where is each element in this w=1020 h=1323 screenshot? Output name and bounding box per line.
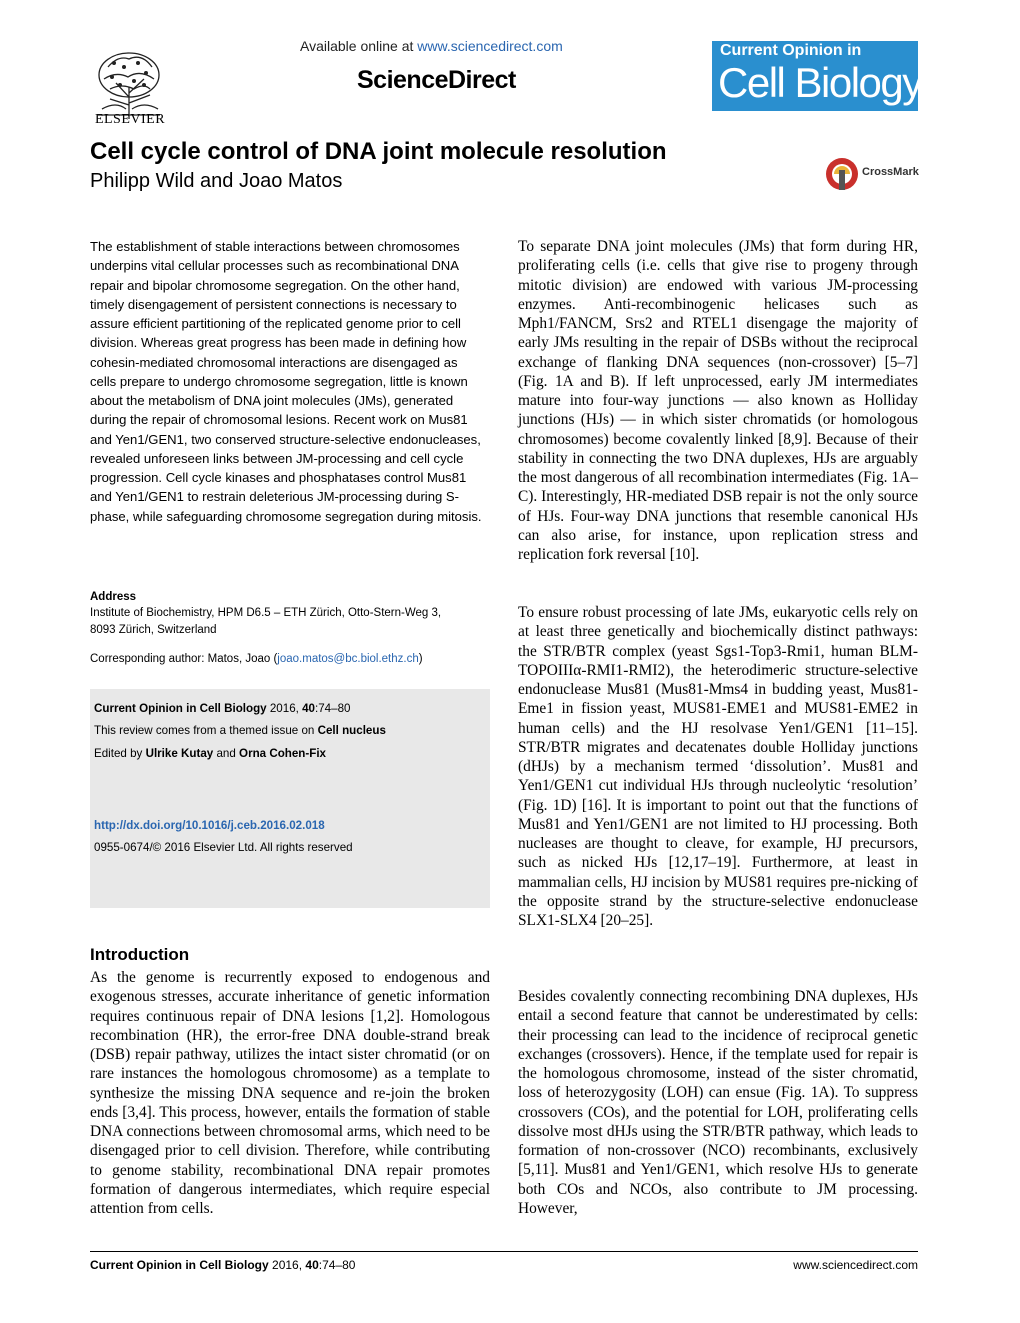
info-edited-by: Edited by [94, 747, 143, 760]
info-volume: 40 [302, 702, 316, 715]
info-editors [94, 747, 326, 760]
info-editor-2: Orna Cohen-Fix [239, 747, 327, 760]
address-line-2: 8093 Zürich, Switzerland [90, 624, 217, 636]
info-theme-prefix: This review comes from a themed issue on [94, 724, 315, 737]
footer-year: 2016, [272, 1258, 303, 1272]
info-theme [94, 724, 386, 737]
info-copyright: 0955-0674/© 2016 Elsevier Ltd. All rights reserved [94, 841, 353, 854]
info-year: 2016, [269, 702, 299, 715]
introduction-text: As the genome is recurrently exposed to endogenous and exogenous stresses, accurate inheritance of genetic information requires continuous repair of DNA lesions [1,2]. Homologous recombination (HR), the error-free DNA double-strand break (DSB) repair pathway, utilizes the intact sister chromatid (or on rare instances the homologous chromosome) as a template to synthesize the missing DNA sequence and re-join the broken ends [3,4]. This process, however, entails the formation of stable DNA connections between chromosomal arms, which need to be disengaged prior to cell division. Therefore, while contributing to genome stability, recombinational DNA repair promotes formation of dangerous intermediates, which require especial attention from cells. [90, 969, 490, 1217]
journal-logo-line2: Cell Biology [718, 59, 922, 106]
available-online [300, 38, 563, 54]
body-paragraph-2: To ensure robust processing of late JMs, eukaryotic cells rely on at least three genetically and biochemically distinct pathways: the STR/BTR complex (yeast Sgs1-Top3-Rmi1, human BLM-TOPOIIIα-RMI1-RMI2), the heterodimeric structure-selective endonuclease Mus81 (Mus81-Mms4 in budding yeast, Mus81-Eme1 in fission yeast, MUS81-EME1 and MUS81-EME2 in human cells) and the HJ resolvase Yen1/GEN1 [11–15]. STR/BTR migrates and decatenates double Holliday junctions (dHJs) by a mechanism termed ‘dissolution’. Mus81 and Yen1/GEN1 cut individual HJs through nucleolytic ‘resolution’ (Fig. 1D) [16]. It is important to point out that the functions of Mus81 and Yen1/GEN1 are not limited to HJ processing. Both nucleases are thought to cleave, for example, HJ precursors, such as nicked HJs [12,17–19]. Furthermore, at least in mammalian cells, HJ incision by MUS81 requires pre-nicking of the opposite strand by the structure-selective endonuclease SLX1-SLX4 [20–25]. [518, 604, 918, 929]
article-authors: Philipp Wild and Joao Matos [90, 170, 343, 192]
doi-link[interactable]: http://dx.doi.org/10.1016/j.ceb.2016.02.018 [94, 819, 325, 832]
publisher-name: ELSEVIER [94, 112, 166, 127]
address-heading: Address [90, 591, 137, 603]
info-editor-1: Ulrike Kutay [145, 747, 214, 760]
sciencedirect-link[interactable]: www.sciencedirect.com [417, 38, 563, 54]
footer-citation [90, 1258, 355, 1272]
footer-volume: 40 [305, 1258, 319, 1272]
article-info-box [90, 689, 490, 908]
footer-pages: :74–80 [318, 1258, 356, 1272]
article-title: Cell cycle control of DNA joint molecule resolution [90, 138, 667, 165]
crossmark-label: CrossMark [862, 166, 919, 178]
info-journal: Current Opinion in Cell Biology [94, 702, 267, 715]
journal-logo [712, 41, 922, 111]
body-paragraph-3: Besides covalently connecting recombining DNA duplexes, HJs entail a second feature that cannot be underestimated by cells: their processing can lead to the incidence of reciprocal genetic exchanges (crossovers). Hence, if the template used for repair is the homologous chromosome, instead of the sister chromatid, loss of heterozygosity (LOH) can ensue (Fig. 1A). To suppress crossovers (COs), and the potential for LOH, proliferating cells dissolve most dHJs using the STR/BTR pathway, which leads to formation of non-crossover (NCO) recombinants, exclusively [5,11]. Mus81 and Yen1/GEN1, which resolve HJs to generate both COs and NCOs, also contribute to JM processing. However, [518, 988, 918, 1217]
corresponding-suffix: ) [418, 653, 423, 665]
sciencedirect-brand: ScienceDirect [357, 66, 516, 94]
footer-url[interactable]: www.sciencedirect.com [793, 1258, 918, 1272]
corresponding-prefix: Corresponding author: Matos, Joao ( [90, 653, 278, 665]
address-line-1: Institute of Biochemistry, HPM D6.5 – ETH Zürich, Otto-Stern-Weg 3, [90, 607, 442, 619]
address [90, 605, 490, 639]
available-online-label: Available online at [300, 38, 414, 54]
introduction-heading: Introduction [90, 945, 190, 964]
info-citation [94, 702, 350, 715]
footer-journal: Current Opinion in Cell Biology [90, 1258, 269, 1272]
abstract: The establishment of stable interactions between chromosomes underpins vital cellular processes such as recombinational DNA repair and bipolar chromosome segregation. On the other hand, timely disengagement of persistent connections is necessary to assure efficient partitioning of the replicated genome prior to cell division. Whereas great progress has been made in defining how cohesin-mediated chromosomal interactions are disengaged as cells prepare to undergo chromosome segregation, little is known about the metabolism of DNA joint molecules (JMs), generated during the repair of chromosomal lesions. Recent work on Mus81 and Yen1/GEN1, two conserved structure-selective endonucleases, revealed unforeseen links between JM-processing and cell cycle progression. Cell cycle kinases and phosphatases control Mus81 and Yen1/GEN1 to restrain deleterious JM-processing during S-phase, while safeguarding chromosome segregation during mitosis. [90, 239, 482, 524]
corresponding-author [90, 653, 490, 665]
info-theme-name: Cell nucleus [317, 724, 386, 737]
footer-rule [90, 1251, 918, 1252]
info-and: and [216, 747, 236, 760]
body-paragraph-1: To separate DNA joint molecules (JMs) that form during HR, proliferating cells (i.e. cells that give rise to progeny through mitotic division) are endowed with various JM-processing enzymes. Anti-recombinogenic helicases such as Mph1/FANCM, Srs2 and RTEL1 disengage the majority of early JMs resulting in the repair of DSBs without the reciprocal exchange of flanking DNA sequences (non-crossover) [5–7] (Fig. 1A and B). If left unprocessed, early JM intermediates mature into four-way junctions — also known as Holliday junctions (HJs) — in which sister chromatids (or homologous chromosomes) become covalently linked [8,9]. Because of their stability in connecting the two DNA duplexes, HJs are arguably the most dangerous of all recombination intermediates (Fig. 1A–C). Interestingly, HR-mediated DSB repair is not the only source of HJs. Four-way DNA junctions that resemble canonical HJs can also arise, for instance, upon replication stress and replication fork reversal [10]. [518, 238, 918, 563]
info-pages: :74–80 [315, 702, 351, 715]
author-email-link[interactable]: joao.matos@bc.biol.ethz.ch [277, 653, 419, 665]
journal-logo-line1: Current Opinion in [720, 42, 862, 59]
